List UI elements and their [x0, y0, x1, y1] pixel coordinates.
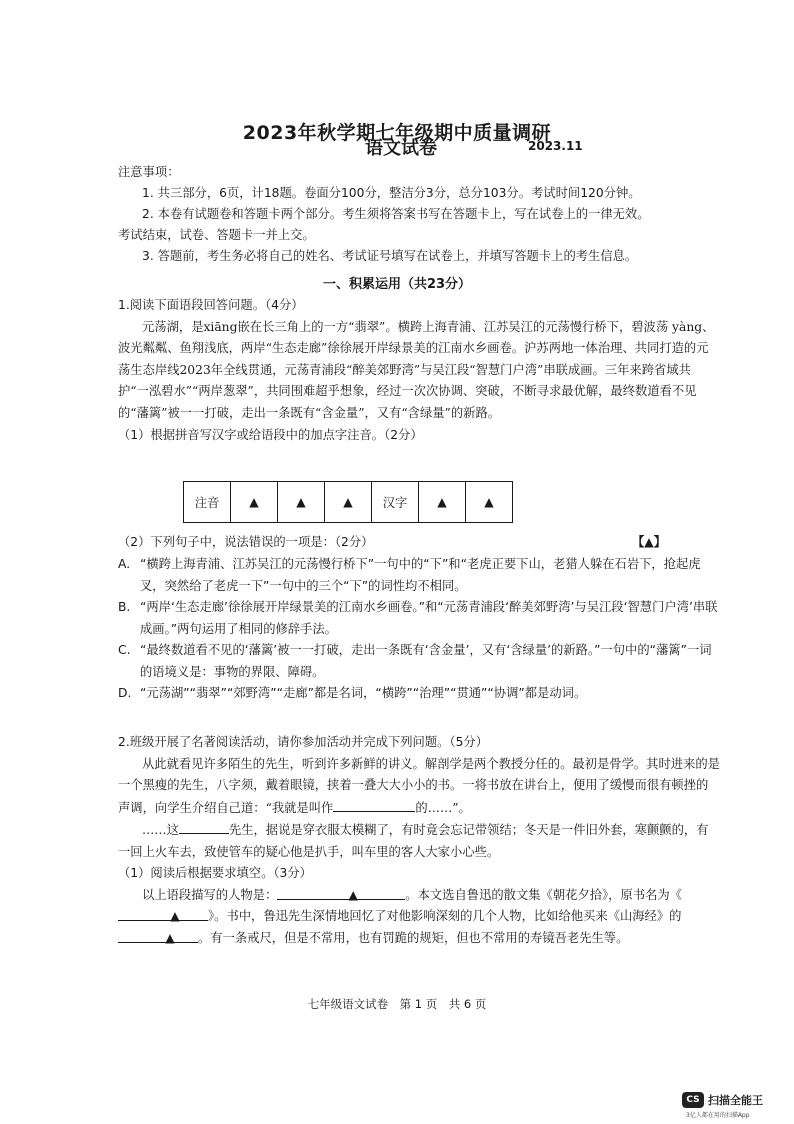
answer-blank-cell[interactable]: ▲	[278, 482, 325, 523]
option-label: A.	[118, 557, 131, 571]
page-footer: 七年级语文试卷 第 1 页 共 6 页	[307, 997, 487, 1011]
fill-blank[interactable]: ▲	[118, 928, 198, 943]
fill-text: 。本文选自鲁迅的散文集《朝花夕拾》，原书名为《	[405, 887, 682, 902]
option-a[interactable]	[118, 554, 720, 597]
question-2-fill	[118, 885, 720, 950]
question-2	[118, 732, 720, 949]
section-1-heading: 一、积累运用（共23分）	[322, 277, 472, 292]
option-text: “最终数道看不见的‘藩篱’被一一打破，走出一条既有‘含金量’，又有‘含绿量’的新路。”一句中的“藩篱”一词的语境义是：事物的界限、障碍。	[140, 643, 712, 679]
option-label: B.	[118, 600, 131, 614]
answer-blank-cell[interactable]: ▲	[419, 482, 466, 523]
option-b[interactable]	[118, 597, 720, 640]
notes-item-3: 3. 答题前，考生务必将自己的姓名、考试证号填写在试卷上，并填写答题卡上的考生信息。	[142, 249, 638, 263]
option-text: “横跨上海青浦、江苏吴江的元荡慢行桥下”一句中的“下”和“老虎正要下山，老猎人躲在石岩下，抢起虎叉，突然给了老虎一下”一句中的三个“下”的词性均不相同。	[140, 557, 701, 593]
pinyin-table	[183, 481, 513, 523]
option-list	[118, 554, 720, 705]
fill-text: 》。书中，鲁迅先生深情地回忆了对他影响深刻的几个人物，比如给他买来《山海经》的	[208, 909, 682, 923]
notes-item-2: 2. 本卷有试题卷和答题卡两个部分。考生须将答案书写在答题卡上，写在试卷上的一律无效。	[142, 207, 650, 221]
notes-item-2-cont: 考试结束，试卷、答题卡一并上交。	[118, 228, 315, 242]
exam-title: 2023年秋学期七年级期中质量调研	[242, 122, 552, 144]
option-label: C.	[118, 643, 131, 657]
fill-text: 。有一条戒尺，但是不常用，也有罚跪的规矩，但也不常用的寿镜吾老先生等。	[198, 930, 629, 945]
option-label: D.	[118, 686, 132, 700]
scanner-tagline: 3亿人都在用的扫描App	[686, 1112, 750, 1119]
answer-blank-cell[interactable]: ▲	[325, 482, 372, 523]
question-2-passage-1	[118, 754, 720, 820]
exam-notes	[118, 162, 728, 267]
option-c[interactable]	[118, 640, 720, 683]
passage-text: 从此就看见许多陌生的先生，听到许多新鲜的讲义。解剖学是两个教授分任的。最初是骨学。其时进来的是一个黑瘦的先生，八字须，戴着眼镜，挟着一叠大大小小的书。一将书放在讲台上，便用了缓慢而很有顿挫的声调，向学生介绍自己道：“我就是叫作	[118, 756, 720, 815]
notes-item-1: 1. 共三部分，6页，计18题。卷面分100分，整洁分3分，总分103分。考试时间120分钟。	[142, 186, 641, 200]
option-d[interactable]	[118, 683, 720, 705]
passage-text: 的……”。	[415, 800, 471, 815]
fill-text: 以上语段描写的人物是：	[142, 887, 278, 902]
pinyin-label-cell: 注音	[184, 482, 231, 523]
question-1	[118, 295, 720, 447]
fill-blank[interactable]: ▲	[277, 885, 405, 900]
passage-text: ……这	[142, 823, 179, 837]
answer-bracket[interactable]: 【▲】	[632, 535, 667, 549]
hanzi-label-cell: 汉字	[372, 482, 419, 523]
option-text: “元荡湖”“翡翠”“郊野湾”“走廊”都是名词，“横跨”“治理”“贯通”“协调”都是动词。	[140, 686, 587, 700]
scanner-logo-icon: CS	[682, 1092, 704, 1108]
question-2-passage-2	[118, 819, 720, 863]
pinyin-table-wrap	[183, 481, 513, 523]
notes-heading: 注意事项：	[118, 165, 180, 179]
exam-date: 2023.11	[528, 139, 583, 153]
question-2-sub1: （1）阅读后根据要求填空。（3分）	[118, 866, 312, 880]
passage-text: 先生，据说是穿衣服太模糊了，有时竟会忘记带领结；冬天是一件旧外套，寒颤颤的，有一回上火车去，致使管车的疑心他是扒手，叫车里的客人大家小心些。	[118, 823, 709, 859]
question-1-passage: 元荡湖，是xiāng嵌在长三角上的一方“翡翠”。横跨上海青浦、江苏吴江的元荡慢行桥下，碧波荡 yàng、波光粼粼、鱼翔浅底，两岸“生态走廊”徐徐展开岸绿景美的江南水乡画卷。沪苏两地一体治理、共同打造的元荡生态岸线2023年全线贯通，元荡青浦段“醉美郊野湾”与吴江段“智慧门户湾”串联成画。三年来跨省域共护“一泓碧水”“两岸葱翠”，共同围难超乎想象，经过一次次协调、突破，不断寻求最优解，最终数道看不见的“藩篱”被一一打破，走出一条既有“含金量”，又有“含绿量”的新路。	[118, 319, 715, 420]
exam-subtitle: 语文试卷	[365, 138, 437, 159]
fill-blank[interactable]: ▲	[118, 906, 208, 921]
answer-blank-cell[interactable]: ▲	[466, 482, 513, 523]
answer-blank-cell[interactable]: ▲	[231, 482, 278, 523]
scanner-app-name: 扫描全能王	[708, 1094, 763, 1107]
question-1-sub2: （2）下列句子中，说法错误的一项是：（2分）	[118, 535, 374, 549]
question-1-sub1: （1）根据拼音写汉字或给语段中的加点字注音。（2分）	[118, 428, 423, 442]
question-2-stem: 2.班级开展了名著阅读活动，请你参加活动并完成下列问题。（5分）	[118, 735, 489, 749]
option-text: “两岸‘生态走廊’徐徐展开岸绿景美的江南水乡画卷。”和“元荡青浦段‘醉美郊野湾’与吴江段‘智慧门户湾’串联成画。”两句运用了相同的修辞手法。	[140, 600, 718, 636]
fill-blank[interactable]	[333, 797, 415, 812]
question-1-stem: 1.阅读下面语段回答问题。（4分）	[118, 298, 304, 312]
fill-blank[interactable]	[179, 819, 229, 834]
scanner-watermark	[682, 1092, 763, 1108]
